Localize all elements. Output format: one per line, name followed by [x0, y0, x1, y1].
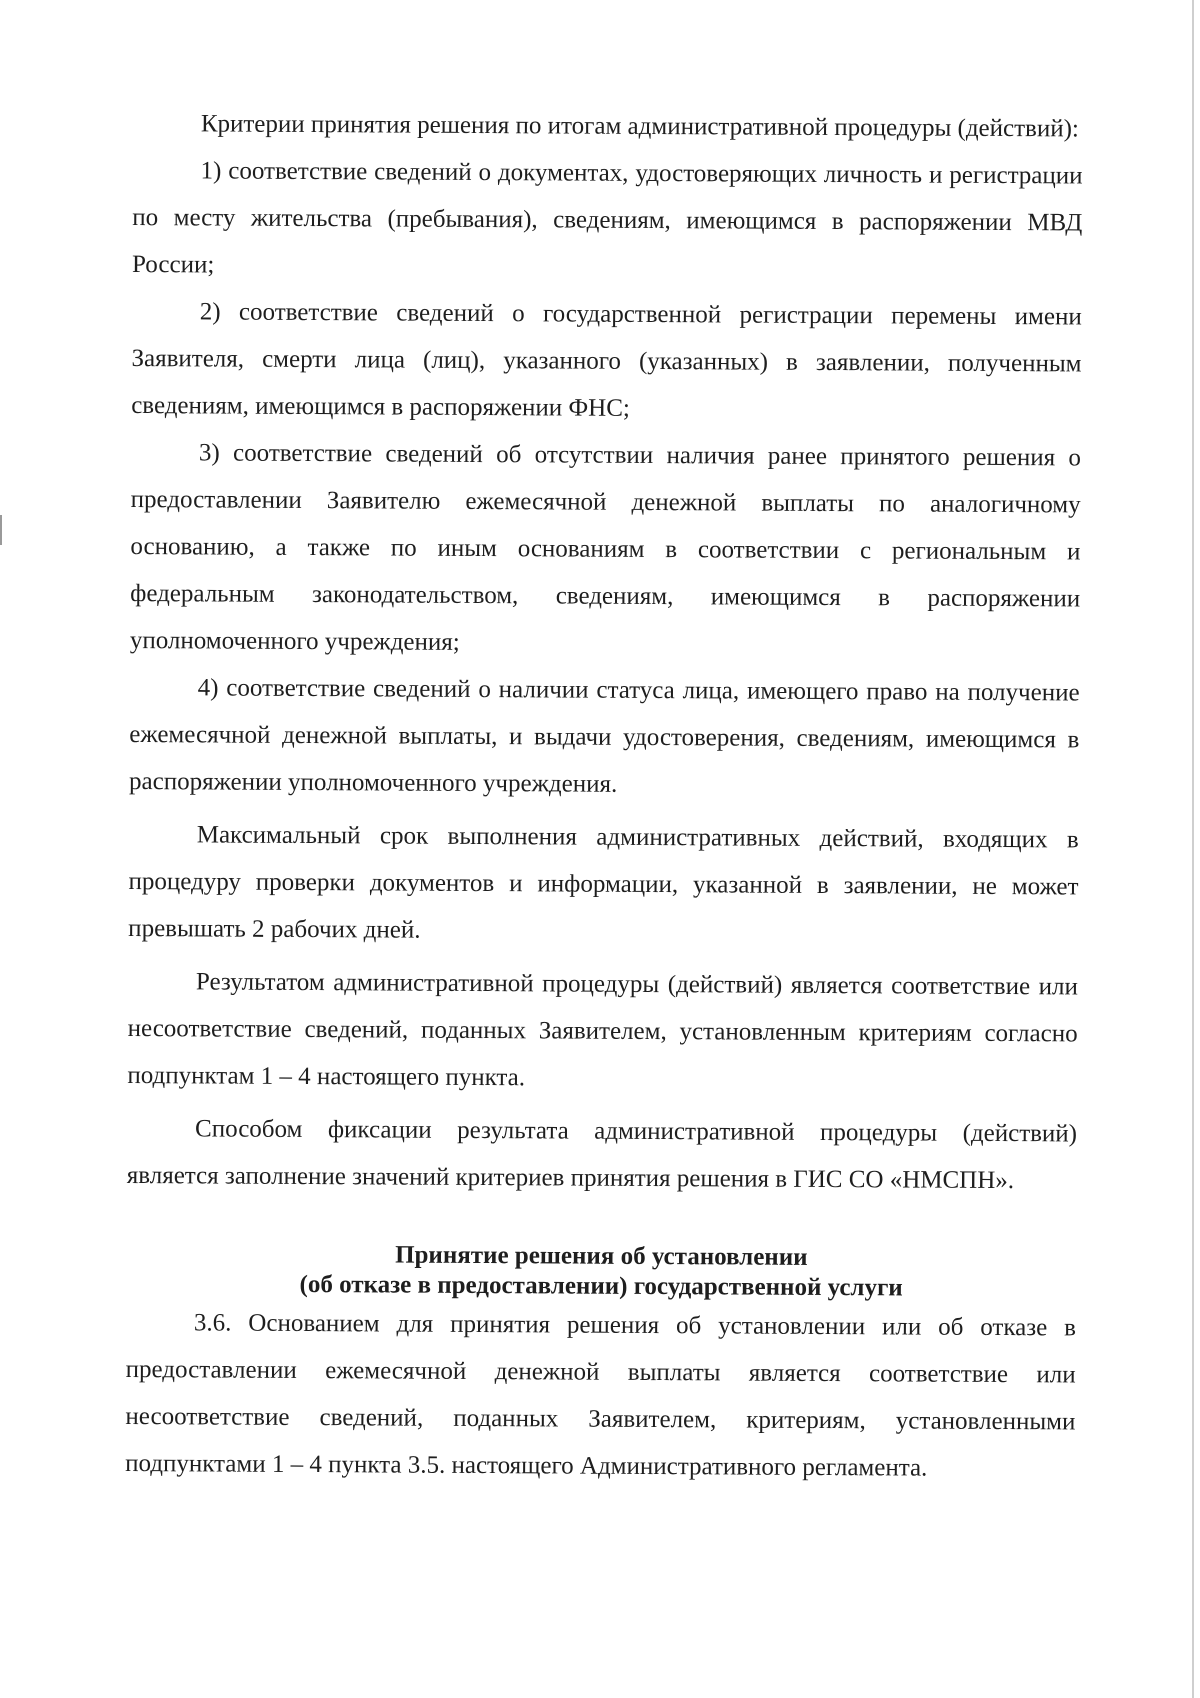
section-heading-line-2: (об отказе в предоставлении) государственной услуги: [299, 1270, 903, 1302]
fixation-paragraph: Способом фиксации результата административной процедуры (действий) является заполнение значений критериев принятия решения в ГИС СО «НМСПН».: [126, 1115, 1078, 1195]
result-paragraph: Результатом административной процедуры (действий) является соответствие или несоответствие сведений, поданных Заявителем, установленным критериям согласно подпунктам 1 – 4 настоящего пункта.: [127, 968, 1078, 1092]
criteria-item-4: 4) соответствие сведений о наличии статуса лица, имеющего право на получение ежемесячной денежной выплаты, и выдачи удостоверения, сведениям, имеющимся в распоряжении уполномоченного учреждения.: [128, 674, 1080, 798]
section-3-6-paragraph: 3.6. Основанием для принятия решения об установлении или об отказе в предоставлении ежемесячной денежной выплаты является соответствие или несоответствие сведений, поданных Заявителем, критериям, установленными подпунктами 1 – 4 пункта 3.5. настоящего Административного регламента.: [125, 1309, 1077, 1482]
section-heading: [126, 1239, 1076, 1304]
criteria-item-3: 3) соответствие сведений об отсутствии наличия ранее принятого решения о предоставлении Заявителю ежемесячной денежной выплаты по аналогичному основанию, а также по иным основаниям в соответствии с региональным и федеральным законодательством, сведениям, имеющимся в распоряжении уполномоченного учреждения;: [129, 439, 1082, 656]
scan-edge: [1192, 0, 1194, 1698]
document-body: [125, 100, 1083, 1492]
criteria-item-1: 1) соответствие сведений о документах, удостоверяющих личность и регистрации по месту жительства (пребывания), сведениям, имеющимся в распоряжении МВД России;: [131, 157, 1083, 279]
criteria-intro-paragraph: Критерии принятия решения по итогам административной процедуры (действий):: [200, 110, 1080, 143]
max-term-paragraph: Максимальный срок выполнения административных действий, входящих в процедуру проверки документов и информации, указанной в заявлении, не может превышать 2 рабочих дней.: [128, 821, 1079, 944]
scan-mark: [0, 515, 2, 545]
criteria-item-2: 2) соответствие сведений о государственной регистрации перемены имени Заявителя, смерти лица (лиц), указанного (указанных) в заявлении, полученным сведениям, имеющимся в распоряжении ФНС;: [131, 298, 1082, 422]
section-heading-line-1: Принятие решения об установлении: [395, 1241, 808, 1271]
